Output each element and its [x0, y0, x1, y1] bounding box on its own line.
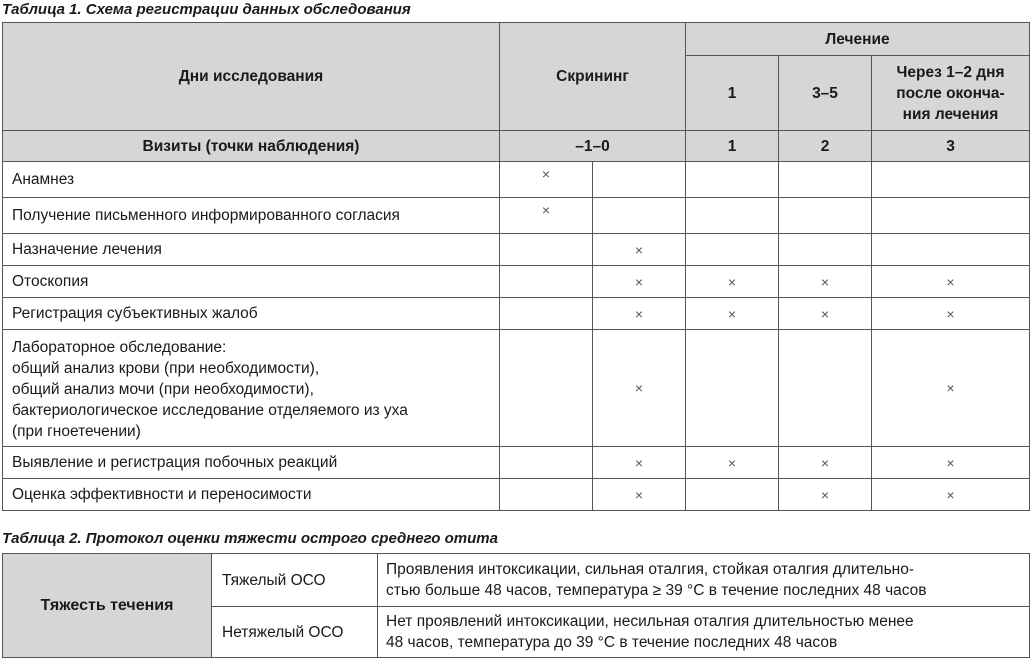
mark-cell [872, 479, 1030, 511]
cross-mark-icon: × [634, 486, 644, 503]
mark-cell [779, 198, 872, 234]
procedure-label [3, 479, 500, 511]
cross-mark-icon: × [727, 305, 737, 322]
procedure-label-line: Оценка эффективности и переносимости [12, 486, 312, 503]
mark-cell [686, 198, 779, 234]
cross-mark-icon: × [634, 305, 644, 322]
cross-mark-icon: × [634, 241, 644, 258]
procedure-label-line: бактериологическое исследование отделяемого из уха [12, 401, 408, 419]
mark-cell [872, 266, 1030, 298]
after-end-line: Через 1–2 дня [896, 63, 1005, 81]
severity-table [2, 553, 1030, 658]
mark-cell [686, 298, 779, 330]
procedure-label [3, 298, 500, 330]
mark-cell [779, 266, 872, 298]
cross-mark-icon: × [541, 166, 551, 182]
mark-cell [686, 479, 779, 511]
procedure-label-line: Регистрация субъективных жалоб [12, 305, 258, 322]
procedure-label [3, 447, 500, 479]
table-row [3, 266, 1030, 298]
visit-3: 3 [872, 131, 1030, 162]
mark-cell [500, 162, 593, 198]
description-line: Проявления интоксикации, сильная оталгия, стойкая оталгия длительно- [386, 561, 915, 578]
procedure-label-line: Назначение лечения [12, 241, 162, 258]
after-end-line: после оконча- [896, 84, 1005, 102]
cross-mark-icon: × [727, 454, 737, 471]
visit-screening: –1–0 [500, 131, 686, 162]
mark-cell [779, 234, 872, 266]
treatment-day-1: 1 [686, 56, 779, 131]
mark-cell [593, 266, 686, 298]
cross-mark-icon: × [727, 273, 737, 290]
cross-mark-icon: × [541, 202, 551, 218]
cross-mark-icon: × [634, 380, 644, 396]
severity-category: Тяжелый ОСО [212, 554, 378, 607]
visit-1: 1 [686, 131, 779, 162]
procedure-label [3, 266, 500, 298]
mark-cell [500, 266, 593, 298]
mark-cell [593, 447, 686, 479]
data-registration-table [2, 22, 1030, 511]
mark-cell [500, 479, 593, 511]
table-row [3, 234, 1030, 266]
mark-cell [593, 198, 686, 234]
cross-mark-icon: × [820, 486, 830, 503]
mark-cell [593, 298, 686, 330]
mark-cell [779, 162, 872, 198]
days-header: Дни исследования [3, 23, 500, 131]
procedure-label [3, 198, 500, 234]
procedure-label-line: Выявление и регистрация побочных реакций [12, 454, 338, 471]
mark-cell [686, 234, 779, 266]
table-row [3, 198, 1030, 234]
cross-mark-icon: × [634, 454, 644, 471]
mark-cell [500, 234, 593, 266]
mark-cell [500, 298, 593, 330]
procedure-label [3, 234, 500, 266]
table-row [3, 447, 1030, 479]
table-row [3, 479, 1030, 511]
mark-cell [872, 198, 1030, 234]
mark-cell [686, 162, 779, 198]
procedure-label-line: (при гноетечении) [12, 422, 141, 440]
mark-cell [593, 330, 686, 447]
procedure-label-line: Отоскопия [12, 273, 89, 290]
severity-description [378, 607, 1030, 658]
mark-cell [779, 479, 872, 511]
procedure-label [3, 330, 500, 447]
table-row [3, 330, 1030, 447]
screening-header: Скрининг [500, 23, 686, 131]
mark-cell [500, 330, 593, 447]
severity-header: Тяжесть течения [3, 554, 212, 658]
mark-cell [686, 266, 779, 298]
mark-cell [686, 447, 779, 479]
severity-description [378, 554, 1030, 607]
cross-mark-icon: × [820, 305, 830, 322]
mark-cell [872, 234, 1030, 266]
description-line: Нет проявлений интоксикации, несильная оталгия длительностью менее [386, 613, 914, 630]
cross-mark-icon: × [946, 305, 955, 322]
cross-mark-icon: × [946, 273, 955, 290]
treatment-day-3-5: 3–5 [779, 56, 872, 131]
procedure-label-line: общий анализ крови (при необходимости), [12, 359, 320, 377]
severity-category: Нетяжелый ОСО [212, 607, 378, 658]
procedure-label-line: Получение письменного информированного согласия [12, 207, 400, 224]
visits-header: Визиты (точки наблюдения) [3, 131, 500, 162]
description-line: 48 часов, температура до 39 °С в течение последних 48 часов [386, 634, 838, 651]
table-row [3, 162, 1030, 198]
cross-mark-icon: × [946, 454, 955, 471]
table1-caption: Таблица 1. Схема регистрации данных обследования [2, 1, 411, 18]
mark-cell [779, 298, 872, 330]
table-row [3, 298, 1030, 330]
procedure-label-line: Лабораторное обследование: [12, 338, 227, 356]
cross-mark-icon: × [946, 380, 955, 396]
mark-cell [872, 298, 1030, 330]
cross-mark-icon: × [820, 454, 830, 471]
mark-cell [872, 447, 1030, 479]
mark-cell [500, 198, 593, 234]
mark-cell [872, 162, 1030, 198]
mark-cell [593, 234, 686, 266]
cross-mark-icon: × [820, 273, 830, 290]
procedure-label [3, 162, 500, 198]
cross-mark-icon: × [634, 273, 644, 290]
mark-cell [686, 330, 779, 447]
mark-cell [779, 330, 872, 447]
table2-caption: Таблица 2. Протокол оценки тяжести острого среднего отита [2, 530, 498, 547]
procedure-label-line: общий анализ мочи (при необходимости), [12, 380, 314, 398]
mark-cell [593, 479, 686, 511]
cross-mark-icon: × [946, 486, 955, 503]
after-end-line: ния лечения [902, 105, 999, 123]
mark-cell [593, 162, 686, 198]
procedure-label-line: Анамнез [12, 171, 75, 188]
treatment-after-end [872, 56, 1030, 131]
mark-cell [779, 447, 872, 479]
visit-2: 2 [779, 131, 872, 162]
mark-cell [500, 447, 593, 479]
mark-cell [872, 330, 1030, 447]
description-line: стью больше 48 часов, температура ≥ 39 °С в течение последних 48 часов [386, 582, 927, 599]
treatment-header: Лечение [686, 23, 1030, 56]
